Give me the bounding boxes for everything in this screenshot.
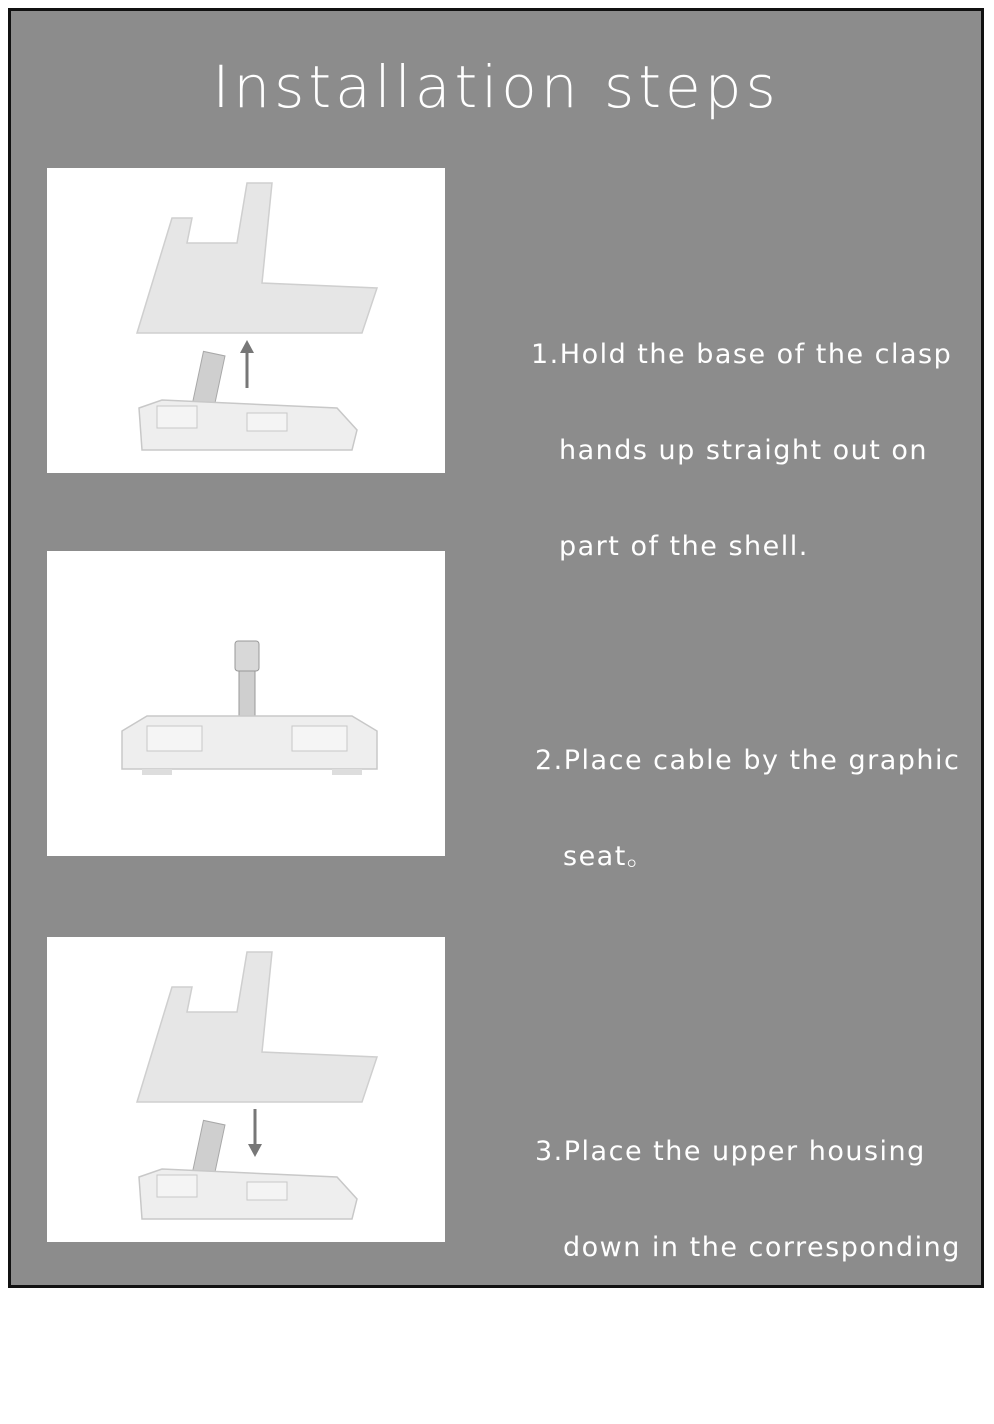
step-2-number: 2.	[535, 745, 564, 776]
step-3-line-3: position。	[563, 1328, 711, 1359]
step-1-number: 1.	[531, 339, 560, 370]
step-3-line-2: down in the corresponding	[563, 1232, 961, 1263]
step-1-illustration	[47, 168, 445, 473]
step-3-text	[535, 1072, 961, 1424]
step-1-text	[531, 275, 952, 627]
step-2-line-1: Place cable by the graphic	[563, 745, 961, 776]
step-3-line-1: Place the upper housing	[563, 1136, 926, 1167]
step-1-line-1: Hold the base of the clasp	[559, 339, 953, 370]
step-3-illustration	[47, 937, 445, 1242]
page-frame	[8, 8, 984, 1359]
step-2-line-2: seat。	[563, 841, 656, 872]
step-1-line-3: part of the shell.	[559, 531, 809, 562]
arrow-up-icon	[240, 340, 254, 388]
page-title: Installation steps	[212, 53, 780, 121]
step-2-illustration	[47, 551, 445, 856]
arrow-down-icon	[248, 1109, 262, 1157]
step-2-text	[535, 681, 960, 937]
step-1-line-2: hands up straight out on	[559, 435, 929, 466]
step-3-number: 3.	[535, 1136, 564, 1167]
